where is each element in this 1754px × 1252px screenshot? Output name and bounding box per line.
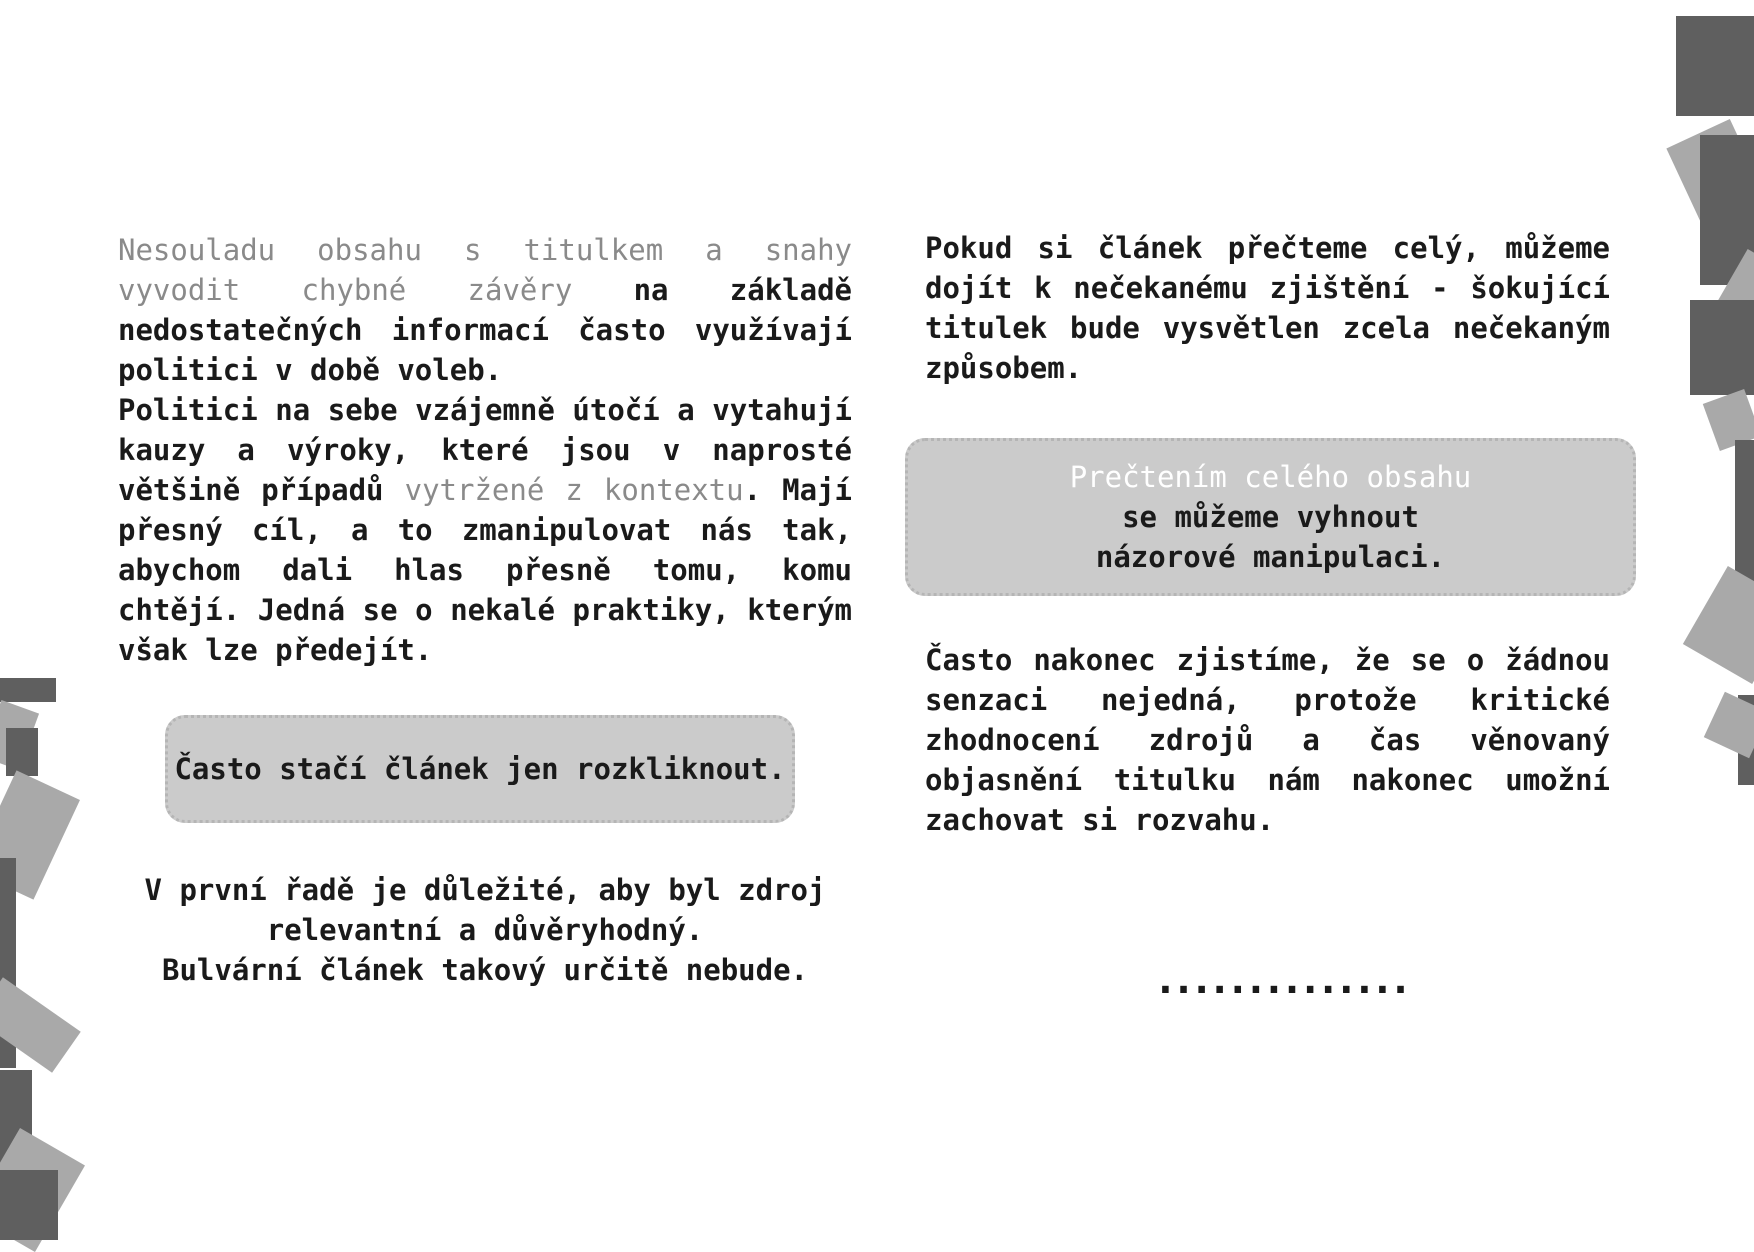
callout-left-text: Často stačí článek jen rozkliknout. xyxy=(174,752,786,786)
left-paragraph-1 xyxy=(118,230,852,390)
callout-box-left xyxy=(165,715,795,823)
right-paragraph-bottom: Často nakonec zjistíme, že se o žádnou senzaci nejedná, protože kritické zhodnocení zdrojů a čas věnovaný objasnění titulku nám nakonec umožní zachovat si rozvahu. xyxy=(925,643,1610,837)
callout-box-right xyxy=(905,438,1636,596)
callout-right-line-3: názorové manipulaci. xyxy=(1095,540,1446,574)
left-paragraph-2 xyxy=(118,390,852,670)
left-paragraph-2-highlight: vytržené z kontextu xyxy=(404,473,744,507)
center-quote-line-2: relevantní a důvěryhodný. xyxy=(266,913,704,947)
ellipsis-dots: .............. xyxy=(1153,957,1407,1003)
left-column-text xyxy=(118,230,852,670)
decor-block-left-9 xyxy=(0,1170,58,1240)
left-paragraph-2-after: . Mají přesný cíl, a to zmanipulovat nás tak, abychom dali hlas přesně tomu, komu chtějí. Jedná se o nekalé praktiky, kterým však lze předejít. xyxy=(118,473,852,667)
callout-right-line-2: se můžeme vyhnout xyxy=(1122,500,1419,534)
decor-block-left-3 xyxy=(6,728,38,776)
callout-right-line-1: Prečtením celého obsahu xyxy=(1069,460,1472,494)
left-paragraph-1-highlight: Nesouladu obsahu s titulkem a snahy vyvodit chybné závěry xyxy=(118,233,852,307)
decor-block-right-5 xyxy=(1690,300,1754,395)
right-paragraph-top: Pokud si článek přečteme celý, můžeme dojít k nečekanému zjištění - šokující titulek bude vysvětlen zcela nečekaným způsobem. xyxy=(925,231,1610,385)
center-quote-line-1: V první řadě je důležité, aby byl zdroj xyxy=(144,873,826,907)
decor-block-right-1 xyxy=(1676,16,1754,116)
left-paragraph-1-rest: na základě nedostatečných informací často využívají politici v době voleb. xyxy=(118,273,852,387)
center-quote-line-3: Bulvární článek takový určitě nebude. xyxy=(161,953,808,987)
decor-block-right-10 xyxy=(1704,692,1754,758)
decor-block-left-1 xyxy=(0,678,56,702)
center-quote xyxy=(118,870,852,990)
decor-block-right-8 xyxy=(1683,566,1754,684)
left-paragraph-2-before: Politici na sebe vzájemně útočí a vytahují kauzy a výroky, které jsou v naprosté většině případů xyxy=(118,393,852,507)
